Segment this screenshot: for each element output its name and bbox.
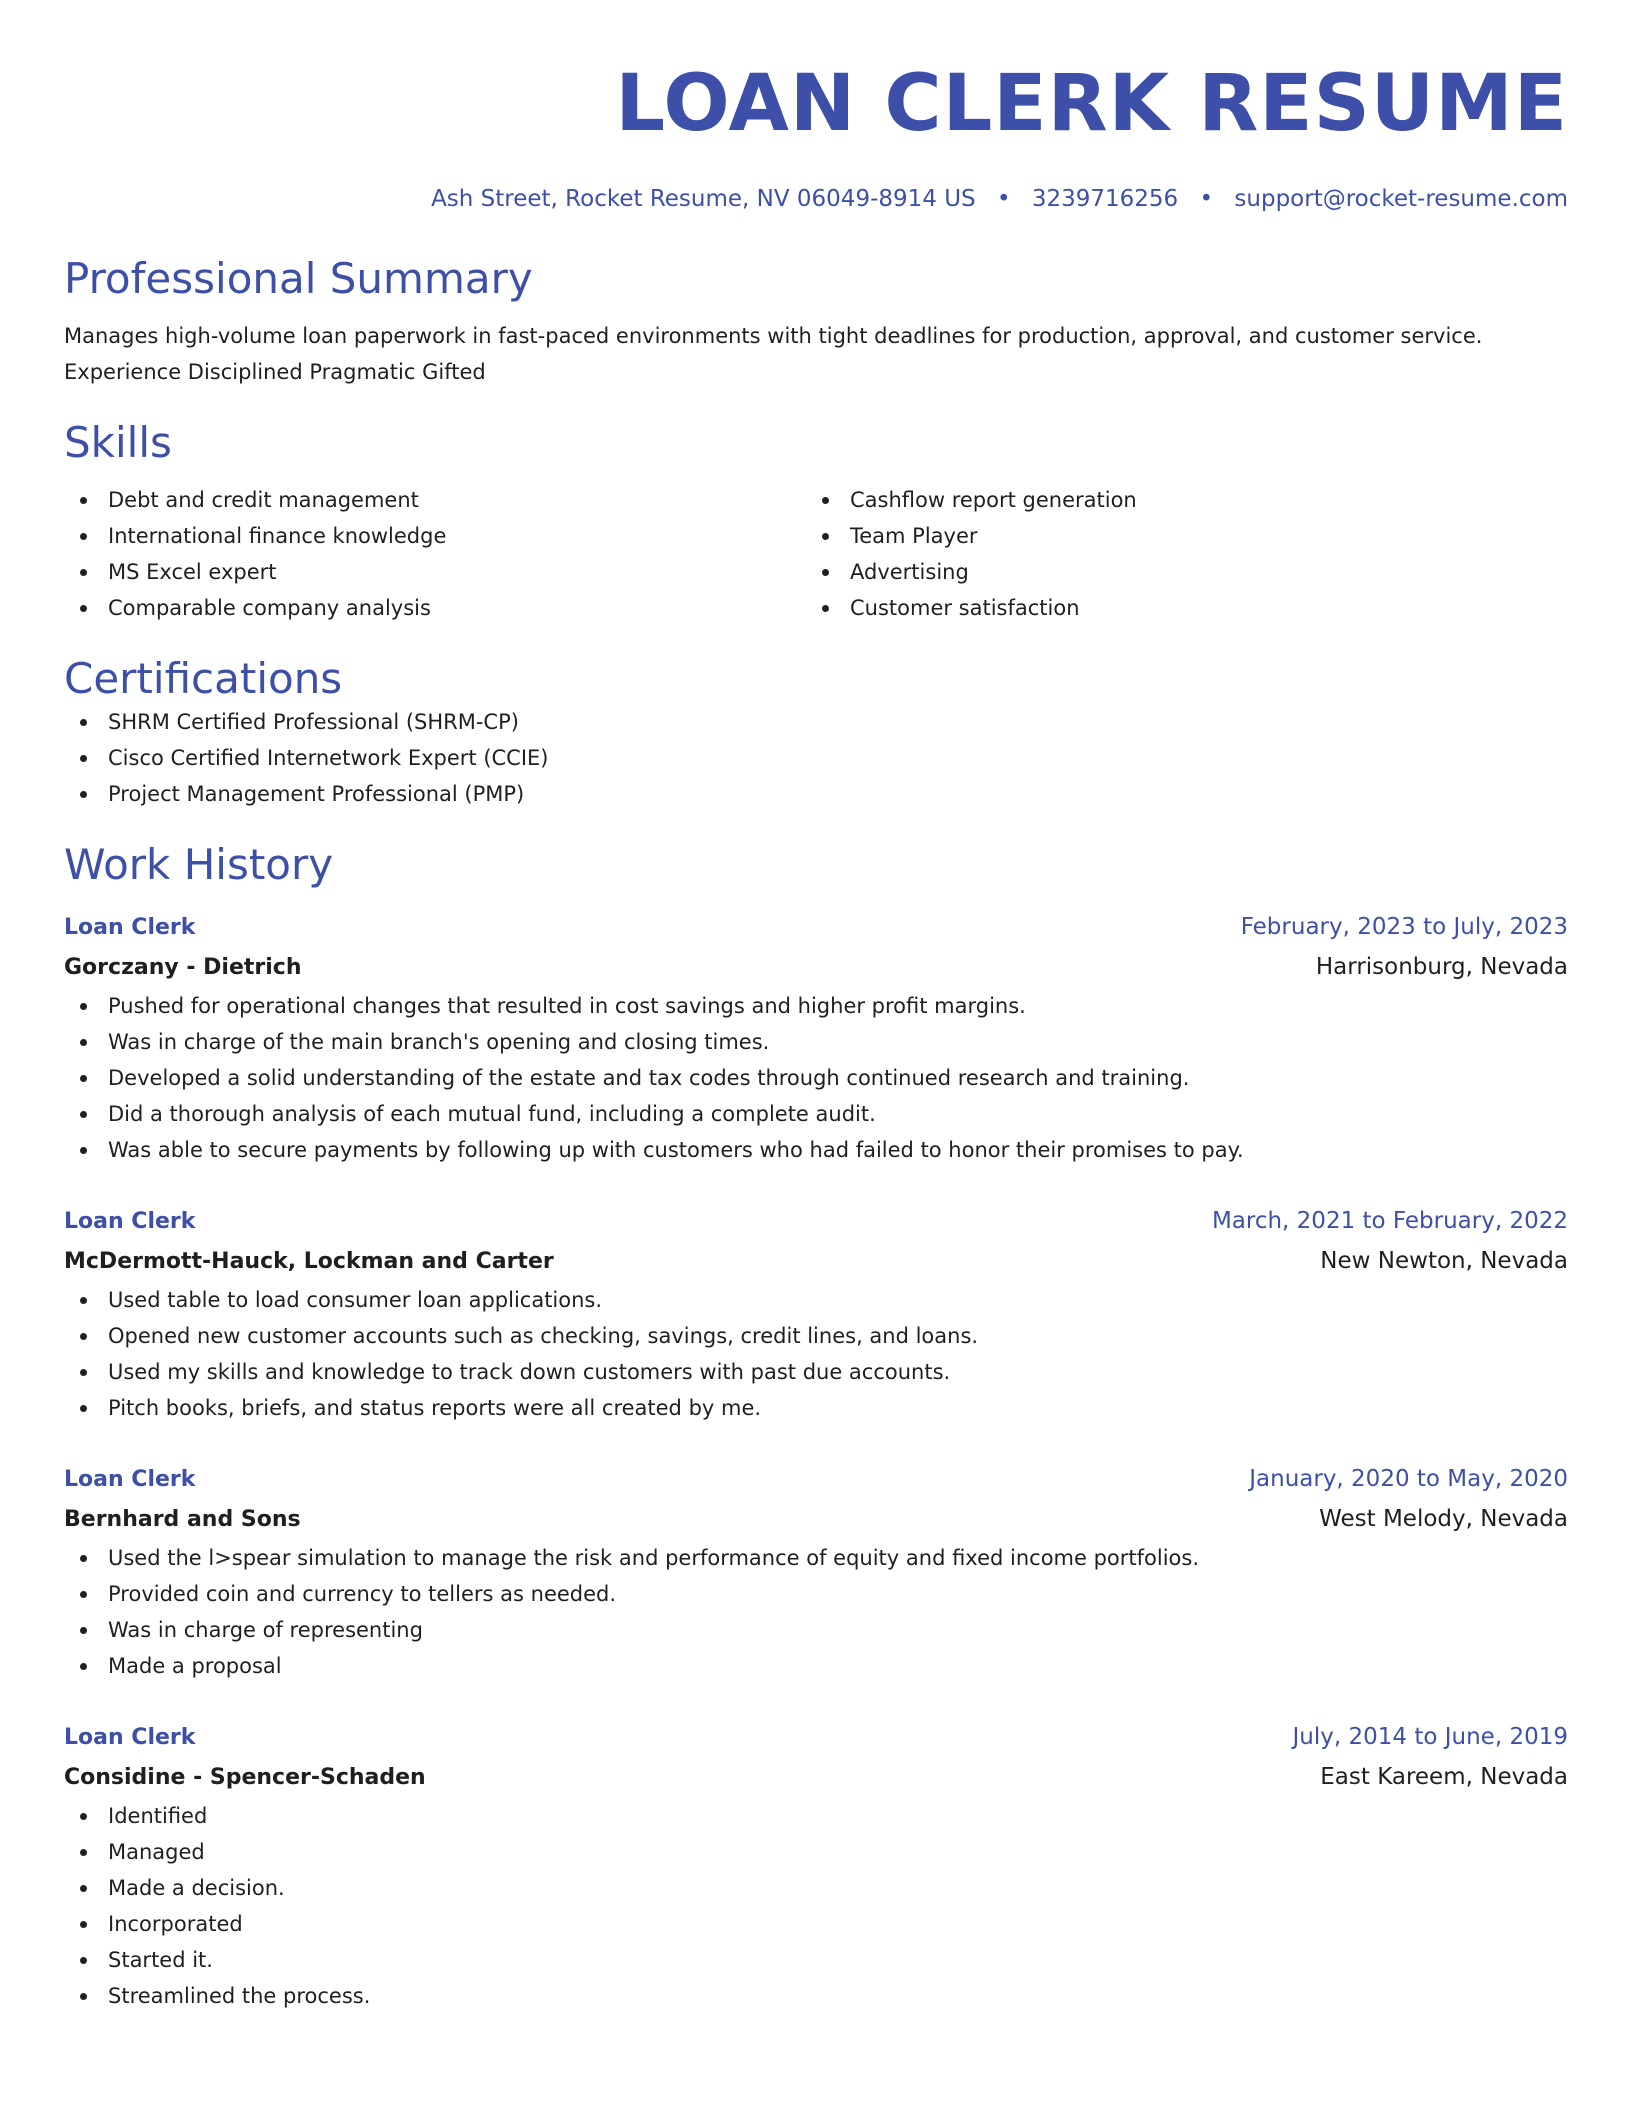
- job-entry: [64, 908, 1568, 1168]
- skill-item: Team Player: [806, 518, 1548, 554]
- contact-phone: 3239716256: [1031, 186, 1179, 212]
- job-title: Loan Clerk: [64, 915, 196, 940]
- certifications-heading: Certifications: [64, 654, 343, 703]
- job-bullets: [64, 1282, 1568, 1426]
- job-bullets: [64, 988, 1568, 1168]
- skill-item: International finance knowledge: [64, 518, 806, 554]
- job-location: Harrisonburg, Nevada: [1315, 954, 1568, 980]
- job-company: Considine - Spencer-Schaden: [64, 1765, 426, 1790]
- job-title: Loan Clerk: [64, 1467, 196, 1492]
- resume-title: LOAN CLERK RESUME: [615, 59, 1568, 149]
- skills-grid: [64, 482, 1568, 626]
- job-bullets: [64, 1798, 1568, 2014]
- job-location: New Newton, Nevada: [1320, 1248, 1568, 1274]
- skill-item: Comparable company analysis: [64, 590, 806, 626]
- job-title: Loan Clerk: [64, 1725, 196, 1750]
- job-bullet: Streamlined the process.: [64, 1978, 1568, 2014]
- contact-separator: •: [996, 186, 1011, 212]
- job-bullet: Incorporated: [64, 1906, 1568, 1942]
- job-bullet: Opened new customer accounts such as checking, savings, credit lines, and loans.: [64, 1318, 1568, 1354]
- job-company: Gorczany - Dietrich: [64, 955, 302, 980]
- job-bullet: Used my skills and knowledge to track down customers with past due accounts.: [64, 1354, 1568, 1390]
- certification-item: SHRM Certified Professional (SHRM-CP): [64, 704, 1568, 740]
- contact-line: [64, 184, 1568, 214]
- job-bullet: Made a proposal: [64, 1648, 1568, 1684]
- job-dates: February, 2023 to July, 2023: [1240, 914, 1568, 940]
- job-bullet: Developed a solid understanding of the estate and tax codes through continued research and training.: [64, 1060, 1568, 1096]
- job-bullet: Identified: [64, 1798, 1568, 1834]
- job-dates: January, 2020 to May, 2020: [1249, 1466, 1568, 1492]
- job-location: East Kareem, Nevada: [1320, 1764, 1568, 1790]
- job-title: Loan Clerk: [64, 1209, 196, 1234]
- skill-item: Advertising: [806, 554, 1548, 590]
- job-bullet: Used table to load consumer loan applications.: [64, 1282, 1568, 1318]
- certification-item: Cisco Certified Internetwork Expert (CCIE): [64, 740, 1568, 776]
- job-bullet: Was able to secure payments by following up with customers who had failed to honor their promises to pay.: [64, 1132, 1568, 1168]
- skills-list-right: [806, 482, 1548, 626]
- job-bullet: Was in charge of the main branch's opening and closing times.: [64, 1024, 1568, 1060]
- job-dates: March, 2021 to February, 2022: [1211, 1208, 1568, 1234]
- skills-heading: Skills: [64, 418, 172, 467]
- skill-item: MS Excel expert: [64, 554, 806, 590]
- job-company: Bernhard and Sons: [64, 1507, 301, 1532]
- job-dates: July, 2014 to June, 2019: [1292, 1724, 1568, 1750]
- job-bullets: [64, 1540, 1568, 1684]
- summary-heading: Professional Summary: [64, 254, 533, 303]
- job-bullet: Pushed for operational changes that resulted in cost savings and higher profit margins.: [64, 988, 1568, 1024]
- job-company: McDermott-Hauck, Lockman and Carter: [64, 1249, 554, 1274]
- job-entry: [64, 1460, 1568, 1684]
- contact-address: Ash Street, Rocket Resume, NV 06049-8914 US: [431, 186, 976, 212]
- skill-item: Customer satisfaction: [806, 590, 1548, 626]
- job-entry: [64, 1202, 1568, 1426]
- work-history-heading: Work History: [64, 840, 334, 889]
- skills-list-left: [64, 482, 806, 626]
- contact-email: support@rocket-resume.com: [1234, 186, 1568, 212]
- skill-item: Cashflow report generation: [806, 482, 1548, 518]
- certifications-list: [64, 704, 1568, 812]
- summary-text: Manages high-volume loan paperwork in fast-paced environments with tight deadlines for production, approval, and customer service. Experience Disciplined Pragmatic Gifted: [64, 324, 1483, 384]
- job-location: West Melody, Nevada: [1319, 1506, 1568, 1532]
- certification-item: Project Management Professional (PMP): [64, 776, 1568, 812]
- job-bullet: Provided coin and currency to tellers as needed.: [64, 1576, 1568, 1612]
- job-bullet: Started it.: [64, 1942, 1568, 1978]
- contact-separator: •: [1199, 186, 1214, 212]
- job-bullet: Managed: [64, 1834, 1568, 1870]
- job-bullet: Was in charge of representing: [64, 1612, 1568, 1648]
- job-bullet: Did a thorough analysis of each mutual fund, including a complete audit.: [64, 1096, 1568, 1132]
- job-bullet: Pitch books, briefs, and status reports were all created by me.: [64, 1390, 1568, 1426]
- job-bullet: Used the l>spear simulation to manage the risk and performance of equity and fixed income portfolios.: [64, 1540, 1568, 1576]
- job-entry: [64, 1718, 1568, 2014]
- job-bullet: Made a decision.: [64, 1870, 1568, 1906]
- skill-item: Debt and credit management: [64, 482, 806, 518]
